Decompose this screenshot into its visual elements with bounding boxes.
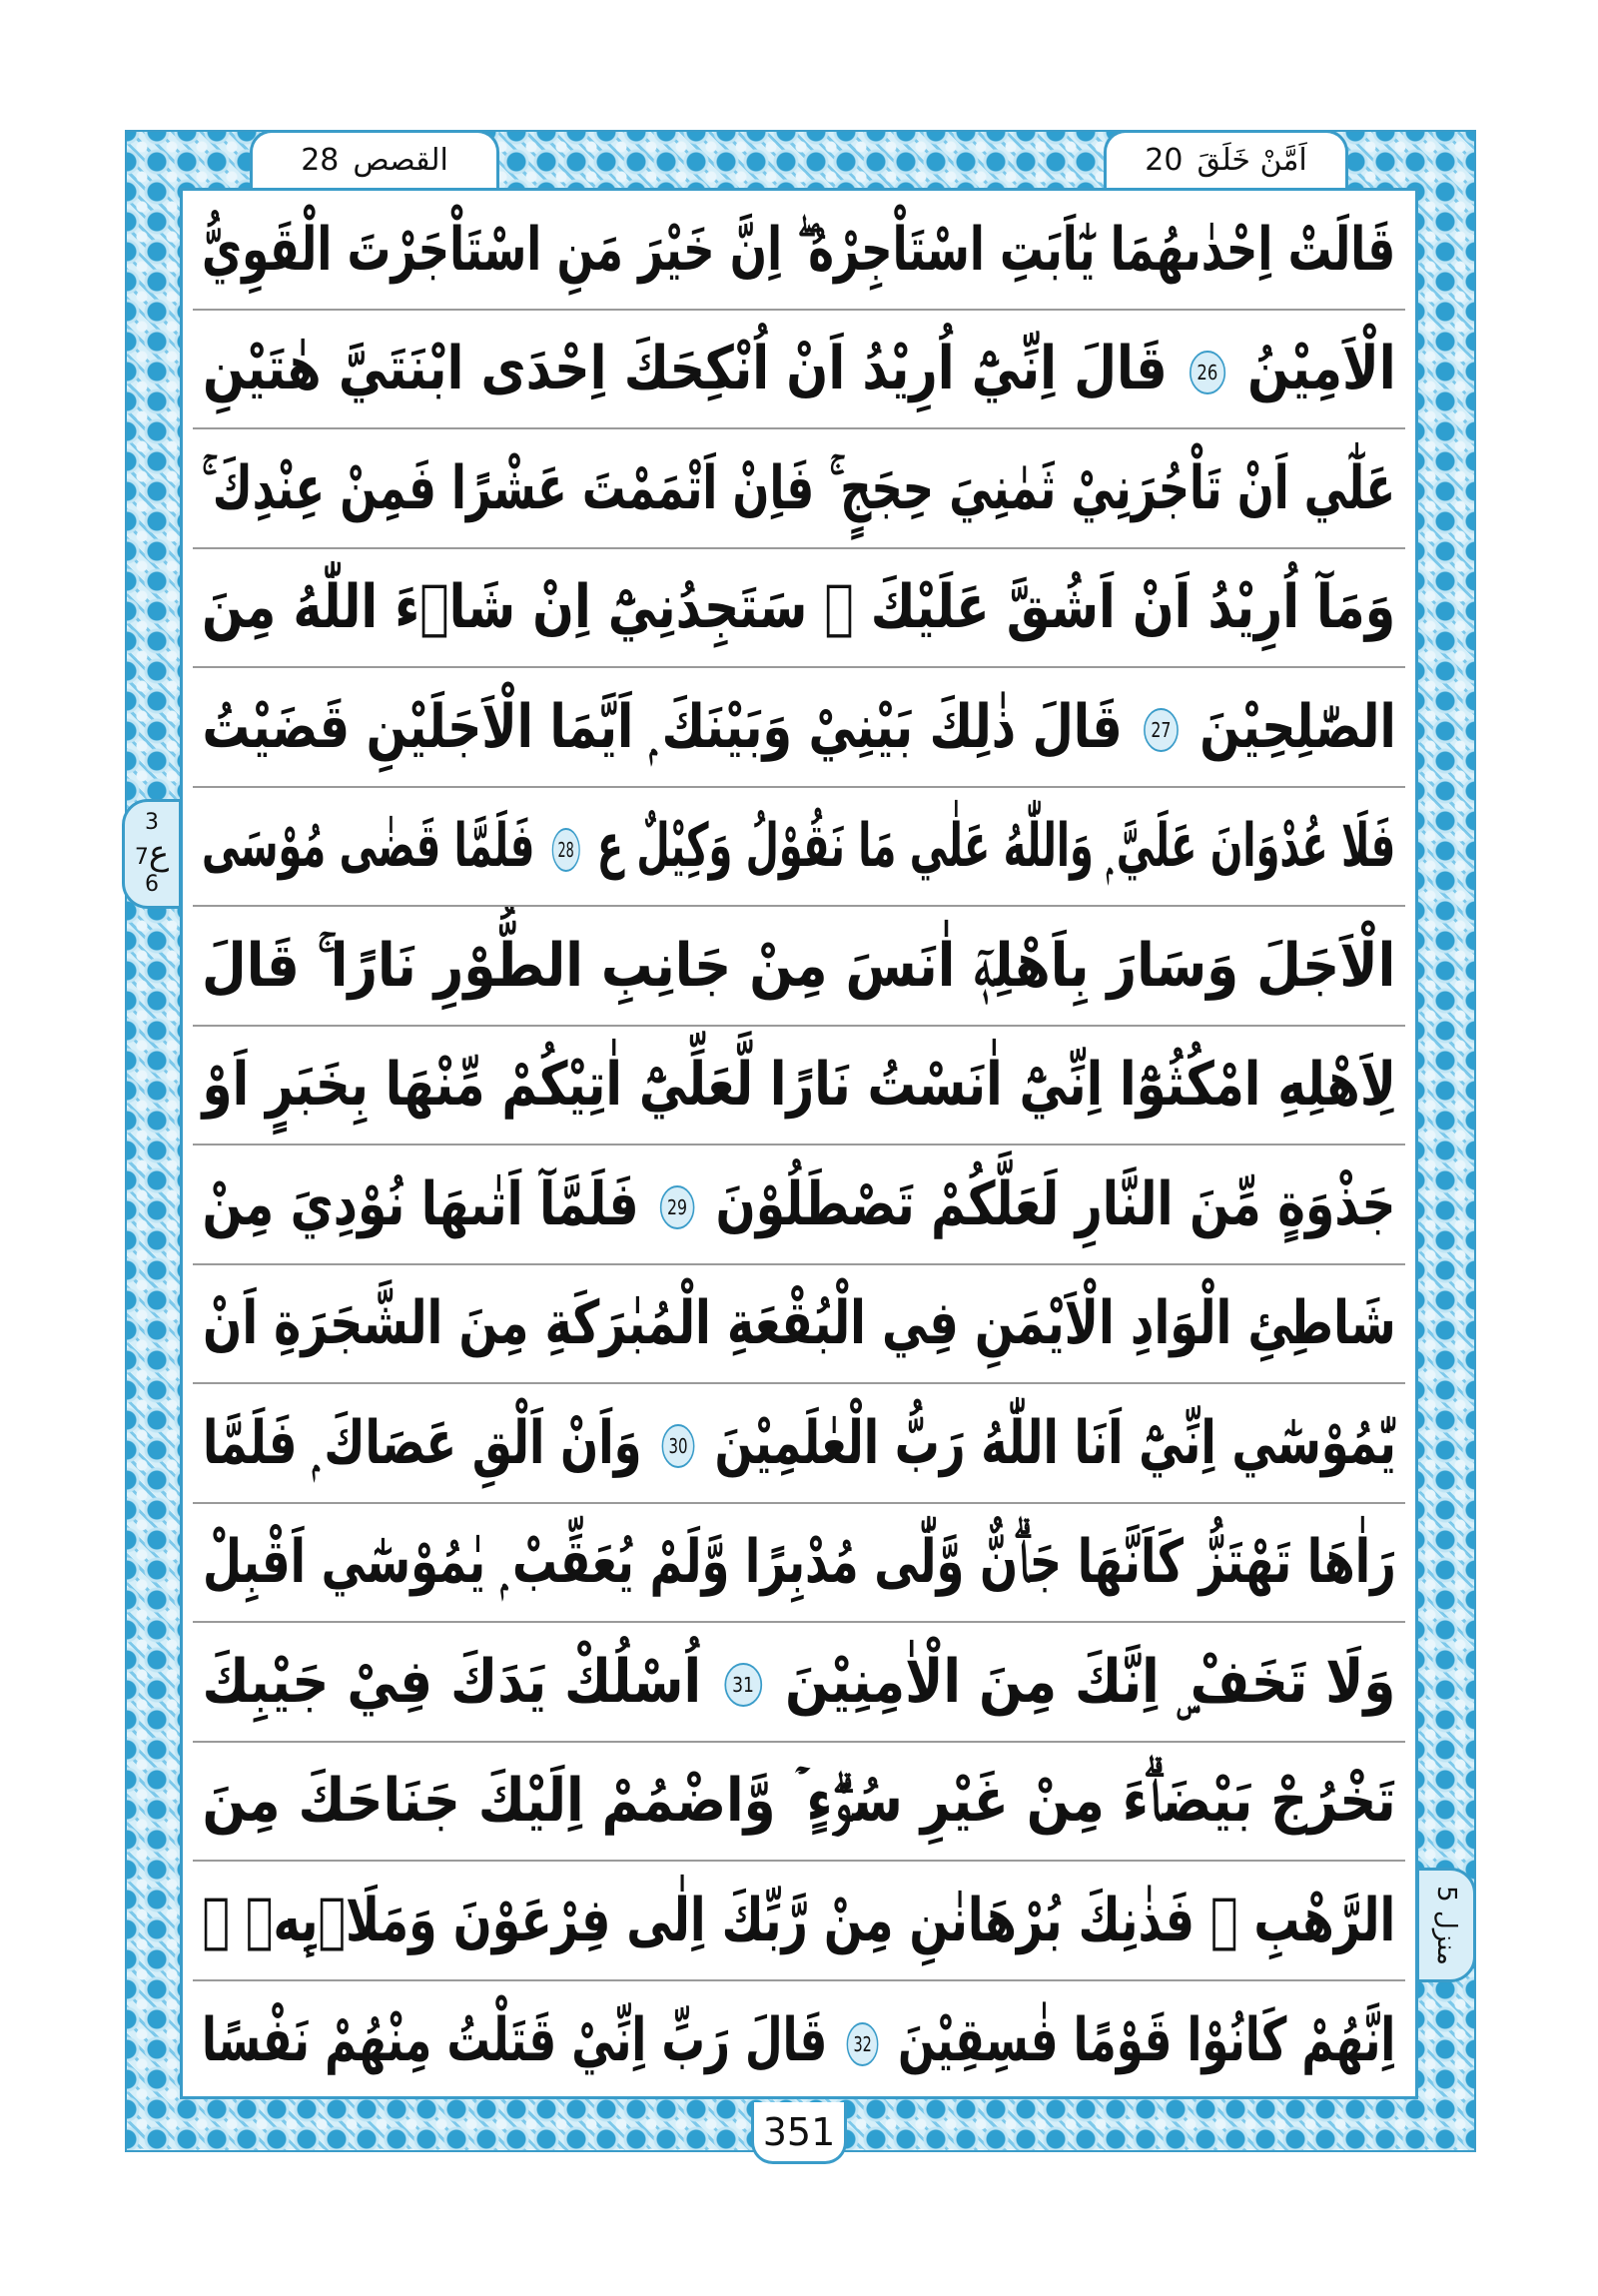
verse-segment: اِنَّهُمْ كَانُوْا قَوْمًا فٰسِقِيْنَ — [898, 2005, 1396, 2076]
verse-text — [203, 1169, 1396, 1239]
verse-text — [202, 215, 1395, 285]
text-line — [193, 191, 1405, 311]
verse-text — [203, 334, 1396, 403]
verse-text — [202, 692, 1395, 762]
verse-segment: قَالَتْ اِحْدٰىهُمَا يٰٓاَبَتِ اسْتَاْجِرْهُ ۖ اِنَّ خَيْرَ مَنِ اسْتَاْجَرْتَ الْقَوِيُّ — [202, 214, 1396, 285]
verse-segment: شَاطِئِ الْوَادِ الْاَيْمَنِ فِي الْبُقْعَةِ الْمُبٰرَكَةِ مِنَ الشَّجَرَةِ اَنْ — [202, 1288, 1396, 1359]
ayah-number-marker: 32 — [847, 2022, 879, 2066]
page-number: 351 — [751, 2102, 847, 2164]
ruku-symbol: ع7 — [134, 833, 170, 874]
ruku-marker — [122, 799, 182, 909]
text-line — [193, 1146, 1405, 1265]
juz-number: 20 — [1145, 143, 1184, 178]
verse-segment: اُسْلُكْ يَدَكَ فِيْ جَيْبِكَ — [202, 1646, 702, 1717]
verse-segment: قَالَ ذٰلِكَ بَيْنِيْ وَبَيْنَكَ ۭ اَيَّمَا الْاَجَلَيْنِ قَضَيْتُ — [202, 691, 1123, 762]
text-line — [193, 429, 1405, 549]
verse-segment: الصّٰلِحِيْنَ — [1198, 691, 1396, 762]
verse-segment: فَلَمَّا قَضٰى مُوْسَى — [202, 811, 535, 882]
ayah-number-marker: 29 — [660, 1185, 695, 1229]
text-line — [193, 1623, 1405, 1743]
verse-segment: وَاَنْ اَلْقِ عَصَاكَ ۭ فَلَمَّا — [202, 1407, 642, 1478]
manzil-label: منزل 5 — [1431, 1885, 1462, 1965]
verse-text — [202, 811, 1395, 881]
verse-segment: الْاَجَلَ وَسَارَ بِاَهْلِهٖٓ اٰنَسَ مِنْ جَانِبِ الطُّوْرِ نَارًا ۚ قَالَ — [202, 930, 1396, 1001]
verse-segment: الرَّهْبِ ۖ فَذٰنِكَ بُرْهَانٰنِ مِنْ رَّبِّكَ اِلٰى فِرْعَوْنَ وَمَلَا۟ىِٕهٖ ۭ — [202, 1885, 1396, 1955]
surah-number: 28 — [301, 143, 340, 178]
verse-segment: فَلَا عُدْوَانَ عَلَيَّ ۭ وَاللّٰهُ عَلٰي مَا نَقُوْلُ وَكِيْلٌ ع — [597, 811, 1396, 882]
text-line — [193, 1027, 1405, 1147]
verse-text — [202, 572, 1395, 642]
verse-segment: تَخْرُجْ بَيْضَاۗءَ مِنْ غَيْرِ سُوْۗءٍ ۡ وَّاضْمُمْ اِلَيْكَ جَنَاحَكَ مِنَ — [202, 1766, 1396, 1837]
manzil-marker — [1416, 1868, 1476, 1982]
text-line — [193, 1743, 1405, 1863]
verse-segment: الْاَمِيْنُ — [1246, 334, 1396, 404]
text-line — [193, 907, 1405, 1027]
text-line — [193, 1265, 1405, 1385]
verse-segment: قَالَ رَبِّ اِنِّيْ قَتَلْتُ مِنْهُمْ نَفْسًا — [202, 2005, 828, 2076]
verse-text — [202, 1050, 1395, 1120]
verse-text — [203, 1886, 1396, 1955]
ayah-number-marker: 26 — [1190, 351, 1225, 394]
ayah-number-marker: 27 — [1144, 708, 1179, 752]
ayah-number-marker: 30 — [661, 1424, 694, 1468]
surah-name: القصص — [353, 143, 448, 178]
verse-segment: وَلَا تَخَفْ ۣ اِنَّكَ مِنَ الْاٰمِنِيْنَ — [785, 1646, 1396, 1717]
ruku-top: 3 — [145, 810, 159, 836]
text-line — [193, 549, 1405, 669]
ruku-bottom: 6 — [145, 871, 159, 897]
verse-segment: رَاٰهَا تَهْتَزُّ كَاَنَّهَا جَاۗنٌّ وَّلّٰى مُدْبِرًا وَّلَمْ يُعَقِّبْ ۭ يٰمُوْسٰٓي اَقْبِلْ — [202, 1527, 1396, 1598]
text-line — [193, 311, 1405, 430]
surah-header-tab — [250, 130, 499, 188]
text-line — [193, 668, 1405, 788]
text-line — [193, 1384, 1405, 1504]
verse-text — [203, 1647, 1396, 1717]
verse-text — [202, 1766, 1395, 1836]
verse-segment: فَلَمَّآ اَتٰىهَا نُوْدِيَ مِنْ — [202, 1168, 639, 1239]
text-line — [193, 788, 1405, 908]
verse-segment: وَمَآ اُرِيْدُ اَنْ اَشُقَّ عَلَيْكَ ۭ سَتَجِدُنِيْٓ اِنْ شَاۗءَ اللّٰهُ مِنَ — [202, 572, 1396, 643]
text-line — [193, 1862, 1405, 1981]
verse-text — [202, 931, 1395, 1001]
verse-segment: عَلٰٓي اَنْ تَاْجُرَنِيْ ثَمٰنِيَ حِجَجٍ ۚ فَاِنْ اَتْمَمْتَ عَشْرًا فَمِنْ عِنْدِكَ ۚ — [202, 452, 1396, 523]
verse-segment: لِاَهْلِهِ امْكُثُوْٓا اِنِّيْٓ اٰنَسْتُ نَارًا لَّعَلِّيْٓ اٰتِيْكُمْ مِّنْهَا بِخَبَرٍ اَوْ — [202, 1050, 1396, 1121]
ayah-number-marker: 28 — [552, 828, 580, 872]
verse-segment: جَذْوَةٍ مِّنَ النَّارِ لَعَلَّكُمْ تَصْطَلُوْنَ — [715, 1168, 1396, 1239]
juz-header-tab — [1104, 130, 1348, 188]
verse-text — [203, 1527, 1396, 1597]
ayah-number-marker: 31 — [724, 1663, 762, 1707]
text-panel — [180, 188, 1418, 2099]
text-line — [193, 1981, 1405, 2101]
verse-text — [202, 453, 1395, 523]
verse-text — [202, 2005, 1395, 2075]
juz-name: اَمَّنْ خَلَقَ — [1197, 143, 1307, 178]
verse-text — [203, 1408, 1396, 1478]
text-line — [193, 1504, 1405, 1624]
verse-segment: يّٰمُوْسٰٓي اِنِّيْٓ اَنَا اللّٰهُ رَبُّ الْعٰلَمِيْنَ — [714, 1407, 1396, 1478]
verse-text — [203, 1288, 1396, 1358]
verse-segment: قَالَ اِنِّيْٓ اُرِيْدُ اَنْ اُنْكِحَكَ اِحْدَى ابْنَتَيَّ هٰتَيْنِ — [202, 334, 1168, 404]
